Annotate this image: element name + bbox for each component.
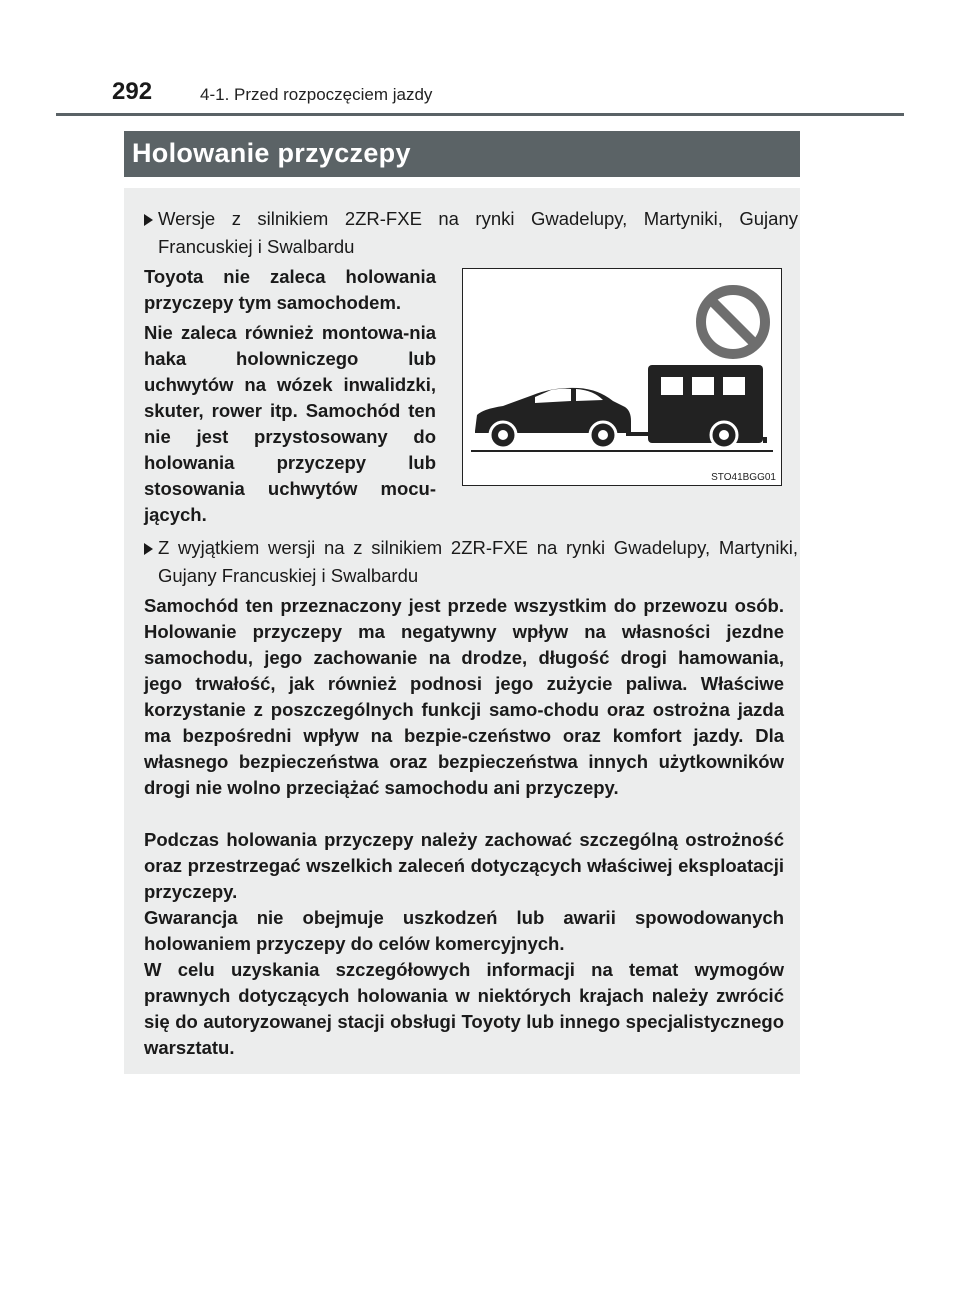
section-title: Holowanie przyczepy (132, 138, 411, 168)
bullet-text: Z wyjątkiem wersji na z silnikiem 2ZR-FXE na rynki Gwadelupy, Martyniki, Gujany Francuskiej i Swalbardu (158, 537, 798, 586)
paragraph-legal-info: W celu uzyskania szczegółowych informacji na temat wymogów prawnych dotyczących holowania w niektórych krajach należy zwrócić się do autoryzowanej stacji obsługi Toyoty lub innego specjalistycznego warsztatu. (144, 959, 784, 1058)
section-title-bar (124, 131, 800, 177)
paragraph-caution: Podczas holowania przyczepy należy zachować szczególną ostrożność oraz przestrzegać wszelkich zaleceń dotyczących właściwej eksploatacji przyczepy. (144, 829, 784, 902)
header-divider (56, 113, 904, 116)
bullet-text: Wersje z silnikiem 2ZR-FXE na rynki Gwadelupy, Martyniki, Gujany Francuskiej i Swalbardu (158, 208, 798, 257)
triangle-bullet-icon (144, 214, 153, 226)
towing-prohibited-illustration (462, 268, 782, 486)
page-number: 292 (112, 78, 153, 105)
content-box (124, 188, 800, 1074)
bullet-item-versions (144, 205, 798, 261)
page-header (112, 78, 912, 108)
triangle-bullet-icon (144, 543, 153, 555)
prohibition-icon (701, 290, 765, 354)
paragraph-not-recommended: Toyota nie zaleca holowania przyczepy tym samochodem. (144, 266, 436, 313)
illustration-svg (463, 269, 781, 485)
car-icon (475, 388, 631, 448)
paragraph-passenger-vehicle: Samochód ten przeznaczony jest przede wszystkim do przewozu osób. Holowanie przyczepy ma negatywny wpływ na własności jezdne samochodu, jego zachowanie na drodze, długość drogi hamowania, jego trwałość, jak również podnosi jego zużycie paliwa. Właściwe korzystanie z poszczególnych funkcji samo-chodu oraz ostrożna jazda ma bezpośredni wpływ na bezpie-czeństwo oraz komfort jazdy. Dla własnego bezpieczeństwa oraz bezpieczeństwa innych użytkowników drogi nie wolno przeciążać samochodu ani przyczepy. (144, 595, 784, 798)
breadcrumb: 4-1. Przed rozpoczęciem jazdy (200, 85, 433, 104)
bullet-item-except-versions (144, 534, 798, 590)
trailer-icon (626, 365, 767, 448)
figure-code: STO41BGG01 (711, 472, 776, 483)
paragraph-no-hitch: Nie zaleca również montowa-nia haka holowniczego lub uchwytów na wózek inwalidzki, skuter, rower itp. Samochód ten nie jest przystosowany do holowania przyczepy lub stosowania uchwytów mocu-jących. (144, 322, 436, 525)
paragraph-warranty: Gwarancja nie obejmuje uszkodzeń lub awarii spowodowanych holowaniem przyczepy do celów komercyjnych. (144, 907, 784, 954)
